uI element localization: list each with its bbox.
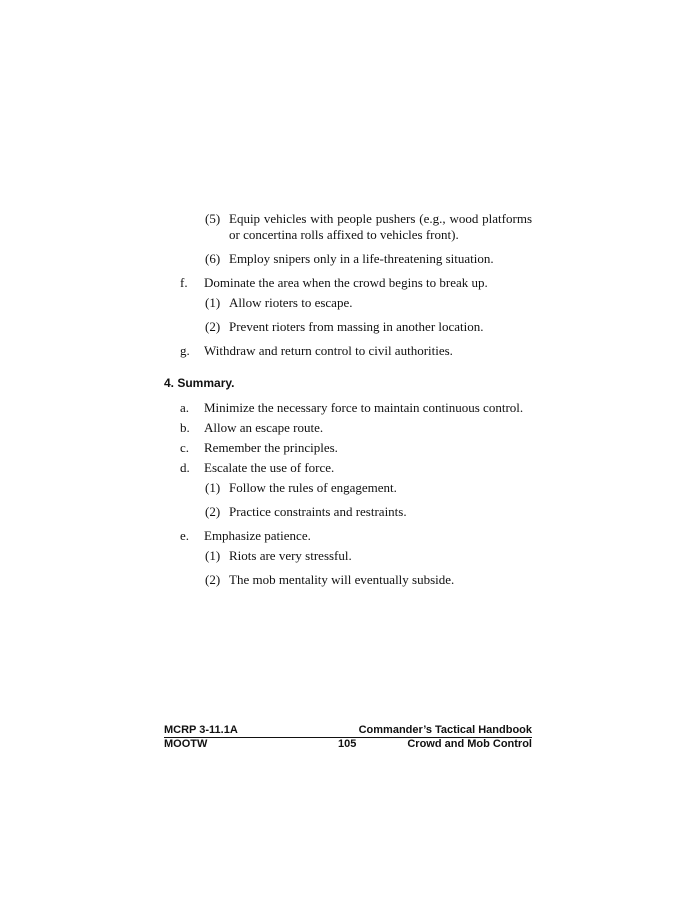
- item-marker: a.: [180, 400, 190, 415]
- item-text: Follow the rules of engagement.: [229, 480, 397, 495]
- item-text: Emphasize patience.: [204, 528, 311, 543]
- item-marker: f.: [180, 275, 188, 290]
- item-text: Minimize the necessary force to maintain continuous control.: [204, 400, 524, 415]
- list-item: [164, 528, 532, 544]
- item-marker: (2): [205, 504, 221, 519]
- item-marker: e.: [180, 528, 190, 543]
- item-text: The mob mentality will eventually subside.: [229, 572, 455, 587]
- list-item: [164, 251, 532, 267]
- section-heading: 4. Summary.: [164, 376, 235, 390]
- section-name: MOOTW: [164, 738, 208, 750]
- list-item: [164, 319, 532, 335]
- item-marker: g.: [180, 343, 190, 358]
- item-marker: (2): [205, 319, 221, 334]
- list-item: [164, 420, 532, 436]
- page-body: [164, 211, 532, 588]
- list-item: [164, 295, 532, 311]
- list-item: [164, 572, 532, 588]
- item-marker: (1): [205, 480, 221, 495]
- item-text: Remember the principles.: [204, 440, 338, 455]
- list-item: [164, 460, 532, 476]
- item-marker: (2): [205, 572, 221, 587]
- list-item: [164, 440, 532, 456]
- handbook-title: Commander’s Tactical Handbook: [358, 724, 532, 736]
- item-text: Escalate the use of force.: [204, 460, 335, 475]
- footer-top-row: [164, 724, 532, 738]
- item-text: Allow rioters to escape.: [229, 295, 353, 310]
- list-item: [164, 480, 532, 496]
- list-item: [164, 275, 532, 291]
- item-marker: (5): [205, 211, 221, 226]
- list-item: [164, 504, 532, 520]
- list-item: [164, 211, 532, 243]
- item-marker: c.: [180, 440, 190, 455]
- item-marker: (1): [205, 548, 221, 563]
- item-text: Prevent rioters from massing in another location.: [229, 319, 484, 334]
- item-marker: b.: [180, 420, 190, 435]
- item-text: Dominate the area when the crowd begins to break up.: [204, 275, 488, 290]
- item-text: Allow an escape route.: [204, 420, 324, 435]
- publication-id: MCRP 3-11.1A: [164, 724, 238, 736]
- item-text: Riots are very stressful.: [229, 548, 352, 563]
- item-text: Employ snipers only in a life-threatening situation.: [229, 251, 494, 266]
- item-text: Practice constraints and restraints.: [229, 504, 407, 519]
- item-text: Equip vehicles with people pushers (e.g., wood platforms or concertina rolls affixed to vehicles front).: [229, 211, 532, 242]
- list-item: [164, 548, 532, 564]
- footer-bottom-row: [164, 738, 532, 751]
- item-marker: d.: [180, 460, 190, 475]
- list-item: [164, 400, 532, 416]
- page-number: 105: [338, 738, 357, 750]
- list-item: [164, 343, 532, 359]
- item-marker: (1): [205, 295, 221, 310]
- chapter-title: Crowd and Mob Control: [407, 738, 532, 750]
- item-text: Withdraw and return control to civil authorities.: [204, 343, 453, 358]
- item-marker: (6): [205, 251, 221, 266]
